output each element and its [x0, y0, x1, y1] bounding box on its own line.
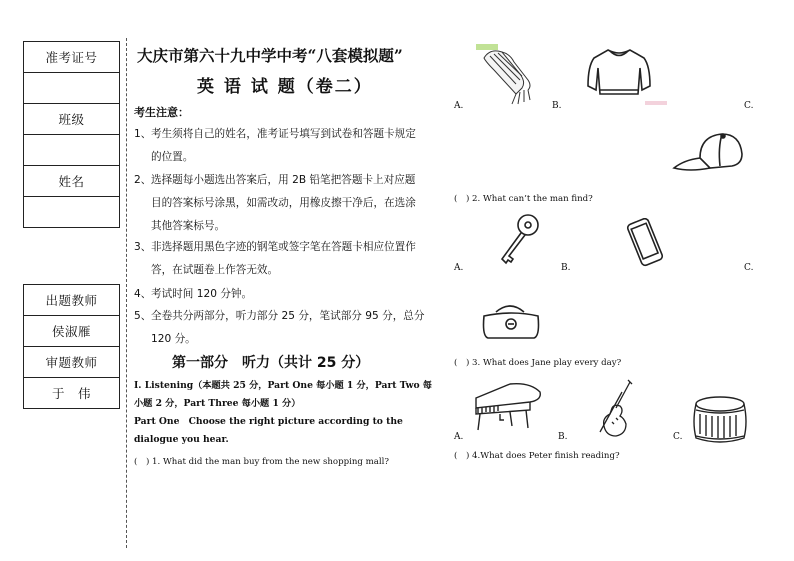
note-3 — [134, 236, 438, 282]
staff-table — [23, 284, 120, 409]
option-b: B. — [552, 101, 562, 111]
key-icon — [494, 213, 542, 269]
cap-icon — [670, 130, 746, 174]
option-c: C. — [744, 263, 754, 273]
note-number: 1、 — [134, 128, 152, 140]
blank-name[interactable] — [24, 197, 120, 228]
piano-icon — [470, 380, 550, 436]
page-subtitle: 英 语 试 题（卷二） — [197, 77, 373, 97]
option-a: A. — [454, 101, 464, 111]
sweater-icon — [584, 46, 654, 98]
violin-icon — [596, 378, 636, 442]
drum-icon — [692, 394, 748, 446]
note-text: 目的答案标号涂黑，如需改动，用橡皮擦干净后，在选涂 — [151, 197, 416, 209]
part-one-instructions: Part One Choose the right picture according to the dialogue you hear. — [134, 416, 403, 445]
phone-icon — [624, 218, 668, 270]
question-1: ( ) 1. What did the man buy from the new shopping mall? — [134, 457, 389, 467]
option-b: B. — [561, 263, 571, 273]
note-text: 120 分。 — [151, 333, 196, 345]
note-text: 全卷共分两部分，听力部分 25 分，笔试部分 95 分，总分 — [151, 310, 425, 322]
bag-icon — [478, 298, 544, 342]
note-5 — [134, 305, 438, 351]
note-number: 5、 — [134, 310, 152, 322]
blank-class[interactable] — [24, 135, 120, 166]
blank-exam-number[interactable] — [24, 73, 120, 104]
option-c: C. — [744, 101, 754, 111]
label-reviewer: 审题教师 — [24, 347, 120, 378]
label-exam-number: 准考证号 — [24, 42, 120, 73]
part-heading: 第一部分 听力（共计 25 分） — [172, 355, 370, 371]
scarf-icon — [476, 44, 546, 110]
label-name: 姓名 — [24, 166, 120, 197]
label-class: 班级 — [24, 104, 120, 135]
option-a: A. — [454, 432, 464, 442]
question-2: ( ) 2. What can’t the man find? — [454, 194, 593, 204]
note-text: 考生须将自己的姓名，准考证号填写到试卷和答题卡规定 — [151, 128, 416, 140]
question-4: ( ) 4.What does Peter finish reading? — [454, 451, 620, 461]
section-intro: I. Listening（本题共 25 分，Part One 每小题 1 分，Part Two 每小题 2 分，Part Three 每小题 1 分） — [134, 380, 432, 409]
candidate-info-table — [23, 41, 120, 228]
note-number: 4、 — [134, 288, 152, 300]
watermark-mark — [645, 101, 667, 105]
note-text: 答，在试题卷上作答无效。 — [151, 264, 279, 276]
note-text: 考试时间 120 分钟。 — [151, 288, 253, 300]
note-text: 的位置。 — [151, 151, 194, 163]
option-b: B. — [558, 432, 568, 442]
note-1 — [134, 123, 438, 169]
note-number: 3、 — [134, 241, 152, 253]
setter-name: 侯淑雁 — [24, 316, 120, 347]
note-text: 其他答案标号。 — [151, 220, 226, 232]
notes-heading: 考生注意： — [134, 106, 189, 119]
reviewer-name: 于 伟 — [24, 378, 120, 409]
note-text: 非选择题用黑色字迹的钢笔或签字笔在答题卡相应位置作 — [151, 241, 416, 253]
option-a: A. — [454, 263, 464, 273]
option-c: C. — [673, 432, 683, 442]
note-2 — [134, 169, 438, 238]
note-4 — [134, 283, 438, 306]
binding-line — [126, 38, 127, 548]
label-setter: 出题教师 — [24, 285, 120, 316]
note-number: 2、 — [134, 174, 152, 186]
note-text: 选择题每小题选出答案后，用 2B 铅笔把答题卡上对应题 — [151, 174, 416, 186]
question-3: ( ) 3. What does Jane play every day? — [454, 358, 622, 368]
page-title: 大庆市第六十九中学中考“八套模拟题” — [137, 46, 403, 65]
